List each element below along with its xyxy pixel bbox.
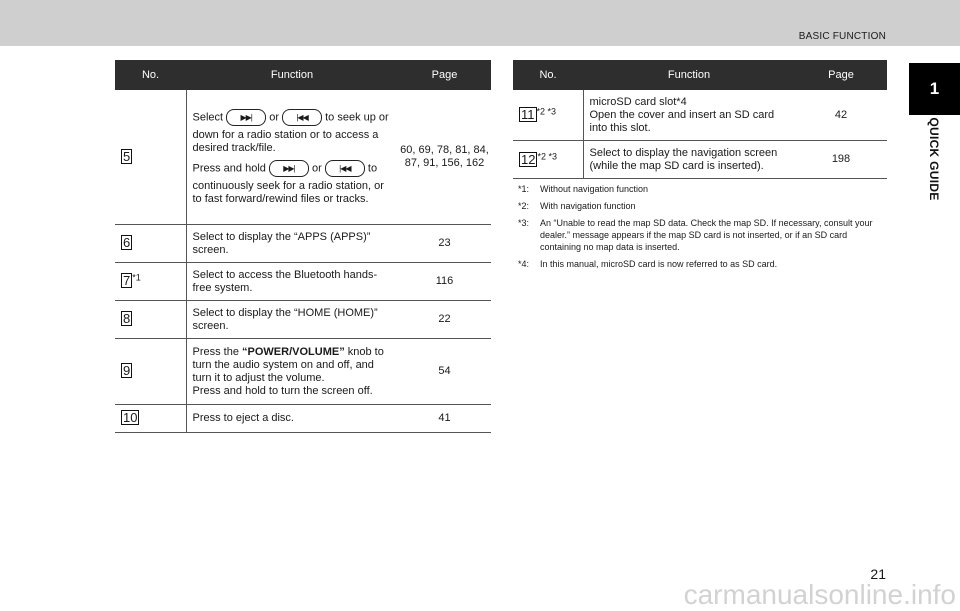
page-cell: 22: [398, 300, 491, 338]
row-number: 5: [123, 148, 131, 164]
skip-forward-icon: ▶▶|: [226, 109, 266, 126]
page-cell: 116: [398, 262, 491, 300]
table-row: [513, 141, 887, 179]
footnote: *3: An “Unable to read the map SD data. Check the map SD. If necessary, consult your dealer.” message appears if the map SD card is not inserted, or if an SD card containing no map data is inserted.: [518, 218, 873, 252]
footnote: *2: With navigation function: [518, 201, 636, 211]
page-number: 21: [870, 566, 886, 582]
footnotes: [518, 183, 888, 275]
col-header-no: No.: [115, 60, 186, 90]
function-cell: Select to display the navigation screen (while the map SD card is inserted).: [583, 141, 795, 179]
chapter-number-tab: 1: [909, 63, 960, 115]
function-cell: Select to display the “HOME (HOME)” screen.: [186, 300, 398, 338]
page-cell: 60, 69, 78, 81, 84, 87, 91, 156, 162: [398, 90, 491, 224]
watermark: carmanualsonline.info: [683, 579, 956, 610]
page-cell: 41: [398, 404, 491, 432]
function-cell: Press to eject a disc.: [186, 404, 398, 432]
footnote: *1: Without navigation function: [518, 184, 649, 194]
table-row: [115, 300, 491, 338]
page-cell: 23: [398, 224, 491, 262]
chapter-label: QUICK GUIDE: [927, 117, 941, 201]
row-number: 7: [123, 273, 131, 288]
footnote-mark: *2 *3: [537, 150, 557, 161]
table-row: [513, 90, 887, 141]
table-row: [115, 404, 491, 432]
function-cell: microSD card slot*4 Open the cover and insert an SD card into this slot.: [583, 90, 795, 141]
footnote-mark: *2 *3: [536, 106, 557, 117]
row-number: 12: [521, 151, 536, 167]
skip-back-icon: |◀◀: [282, 109, 322, 126]
function-cell: Select to display the “APPS (APPS)” screen.: [186, 224, 398, 262]
footnote: *4: In this manual, microSD card is now referred to as SD card.: [518, 259, 778, 269]
col-header-no: No.: [513, 60, 583, 90]
table-row: [115, 90, 491, 224]
col-header-function: Function: [186, 60, 398, 90]
row-number: 9: [123, 363, 131, 378]
function-cell: Select to access the Bluetooth hands-free system.: [186, 262, 398, 300]
page-cell: 54: [398, 338, 491, 404]
footnote-mark: *1: [132, 272, 141, 283]
left-reference-table: [115, 60, 491, 433]
row-number: 8: [123, 311, 131, 326]
table-row: [115, 262, 491, 300]
right-reference-table: [513, 60, 887, 179]
row-number: 10: [123, 410, 138, 425]
skip-forward-icon: ▶▶|: [269, 160, 309, 177]
col-header-page: Page: [398, 60, 491, 90]
col-header-function: Function: [583, 60, 795, 90]
table-row: [115, 224, 491, 262]
skip-back-icon: |◀◀: [325, 160, 365, 177]
section-title: BASIC FUNCTION: [798, 31, 886, 42]
page-cell: 42: [795, 90, 887, 141]
page-cell: 198: [795, 141, 887, 179]
row-number: 11: [521, 107, 535, 122]
function-cell: Select ▶▶| or |◀◀ to seek up or down for a radio station or to access a desired track/file. Press and hold ▶▶| or |◀◀ to continuously seek for a radio station, or to fast forward/rewind files or tracks.: [186, 90, 398, 224]
function-cell: Press the “POWER/VOLUME” knob to turn the audio system on and off, and turn it to adjust the volume. Press and hold to turn the screen off.: [186, 338, 398, 404]
col-header-page: Page: [795, 60, 887, 90]
table-row: [115, 338, 491, 404]
row-number: 6: [123, 235, 131, 250]
